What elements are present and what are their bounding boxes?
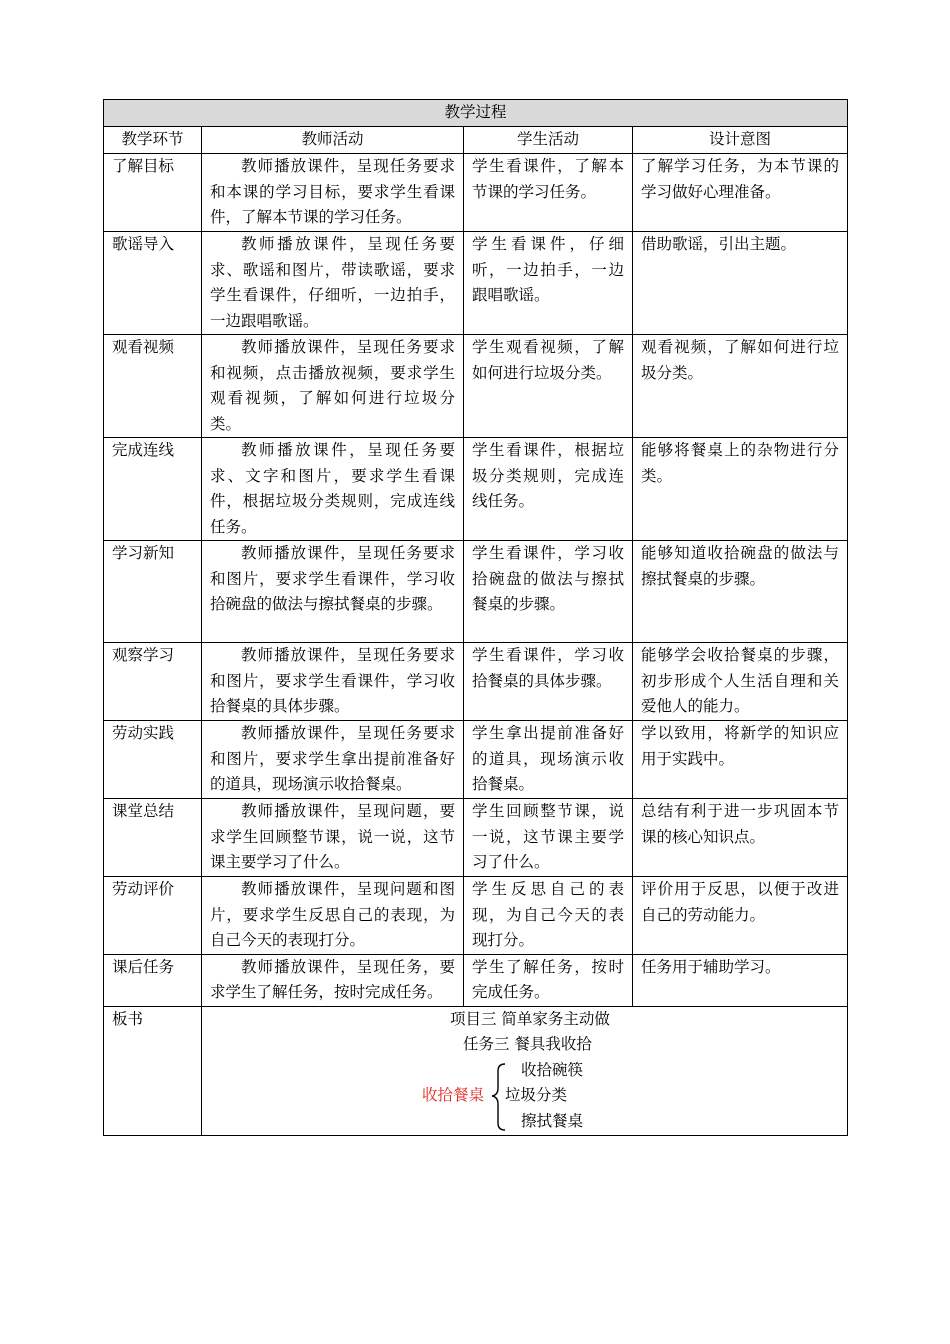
table-row: [104, 335, 848, 438]
student-activity-cell: 学生拿出提前准备好的道具，现场演示收拾餐桌。: [464, 721, 633, 799]
board-branch-sorting: 垃圾分类: [505, 1085, 568, 1104]
segment-cell: 课堂总结: [104, 799, 202, 877]
board-task-title: 任务三 餐具我收拾: [463, 1034, 592, 1053]
student-activity-cell: 学生看课件，根据垃圾分类规则，完成连线任务。: [464, 438, 633, 541]
header-student-activity: 学生活动: [464, 127, 633, 154]
design-intent-cell: 任务用于辅助学习。: [633, 954, 848, 1006]
table-row: [104, 541, 848, 643]
header-teacher-activity: 教师活动: [202, 127, 464, 154]
segment-cell: 完成连线: [104, 438, 202, 541]
table-row: [104, 954, 848, 1006]
table-row: [104, 438, 848, 541]
teacher-activity-cell: 教师播放课件，呈现任务要求和图片，要求学生看课件，学习收拾碗盘的做法与擦拭餐桌的步骤。: [202, 541, 464, 643]
teacher-activity-cell: 教师播放课件，呈现任务要求和图片，要求学生看课件，学习收拾餐桌的具体步骤。: [202, 643, 464, 721]
table-row: [104, 643, 848, 721]
design-intent-cell: 观看视频，了解如何进行垃圾分类。: [633, 335, 848, 438]
board-branch-dishes: 收拾碗筷: [521, 1060, 584, 1079]
segment-cell: 了解目标: [104, 154, 202, 232]
table-header-row: [104, 127, 848, 154]
table-row: [104, 721, 848, 799]
teaching-process-table: [103, 99, 848, 1136]
design-intent-cell: 借助歌谣，引出主题。: [633, 232, 848, 335]
header-segment: 教学环节: [104, 127, 202, 154]
table-title: 教学过程: [104, 100, 848, 127]
teacher-activity-cell: 教师播放课件，呈现任务要求和图片，要求学生拿出提前准备好的道具，现场演示收拾餐桌。: [202, 721, 464, 799]
design-intent-cell: 能够将餐桌上的杂物进行分类。: [633, 438, 848, 541]
teacher-activity-cell: 教师播放课件，呈现任务要求和本课的学习目标，要求学生看课件，了解本节课的学习任务。: [202, 154, 464, 232]
segment-cell: 观察学习: [104, 643, 202, 721]
teacher-activity-cell: 教师播放课件，呈现任务要求、文字和图片，要求学生看课件，根据垃圾分类规则，完成连线任务。: [202, 438, 464, 541]
board-row: [104, 1006, 848, 1135]
board-label: 板书: [104, 1006, 202, 1135]
table-title-row: [104, 100, 848, 127]
teacher-activity-cell: 教师播放课件，呈现任务，要求学生了解任务，按时完成任务。: [202, 954, 464, 1006]
design-intent-cell: 评价用于反思，以便于改进自己的劳动能力。: [633, 877, 848, 955]
table-row: [104, 799, 848, 877]
teacher-activity-cell: 教师播放课件，呈现任务要求和视频，点击播放视频，要求学生观看视频，了解如何进行垃圾分类。: [202, 335, 464, 438]
student-activity-cell: 学生看课件，仔细听，一边拍手，一边跟唱歌谣。: [464, 232, 633, 335]
table-row: [104, 877, 848, 955]
design-intent-cell: 能够学会收拾餐桌的步骤，初步形成个人生活自理和关爱他人的能力。: [633, 643, 848, 721]
table-row: [104, 154, 848, 232]
board-content: [202, 1006, 848, 1135]
header-design-intent: 设计意图: [633, 127, 848, 154]
segment-cell: 观看视频: [104, 335, 202, 438]
design-intent-cell: 总结有利于进一步巩固本节课的核心知识点。: [633, 799, 848, 877]
segment-cell: 学习新知: [104, 541, 202, 643]
teacher-activity-cell: 教师播放课件，呈现问题，要求学生回顾整节课，说一说，这节课主要学习了什么。: [202, 799, 464, 877]
student-activity-cell: 学生回顾整节课，说一说，这节课主要学习了什么。: [464, 799, 633, 877]
table-row: [104, 232, 848, 335]
segment-cell: 课后任务: [104, 954, 202, 1006]
design-intent-cell: 能够知道收拾碗盘的做法与擦拭餐桌的步骤。: [633, 541, 848, 643]
student-activity-cell: 学生反思自己的表现，为自己今天的表现打分。: [464, 877, 633, 955]
teacher-activity-cell: 教师播放课件，呈现问题和图片，要求学生反思自己的表现，为自己今天的表现打分。: [202, 877, 464, 955]
segment-cell: 劳动评价: [104, 877, 202, 955]
student-activity-cell: 学生观看视频，了解如何进行垃圾分类。: [464, 335, 633, 438]
board-topic: 收拾餐桌: [422, 1085, 485, 1104]
student-activity-cell: 学生了解任务，按时完成任务。: [464, 954, 633, 1006]
student-activity-cell: 学生看课件，学习收拾餐桌的具体步骤。: [464, 643, 633, 721]
student-activity-cell: 学生看课件，了解本节课的学习任务。: [464, 154, 633, 232]
design-intent-cell: 了解学习任务，为本节课的学习做好心理准备。: [633, 154, 848, 232]
board-project-title: 项目三 简单家务主动做: [450, 1009, 610, 1028]
design-intent-cell: 学以致用，将新学的知识应用于实践中。: [633, 721, 848, 799]
segment-cell: 劳动实践: [104, 721, 202, 799]
student-activity-cell: 学生看课件，学习收拾碗盘的做法与擦拭餐桌的步骤。: [464, 541, 633, 643]
board-branch-wiping: 擦拭餐桌: [521, 1111, 584, 1130]
segment-cell: 歌谣导入: [104, 232, 202, 335]
teacher-activity-cell: 教师播放课件，呈现任务要求、歌谣和图片，带读歌谣，要求学生看课件，仔细听，一边拍手，一边跟唱歌谣。: [202, 232, 464, 335]
